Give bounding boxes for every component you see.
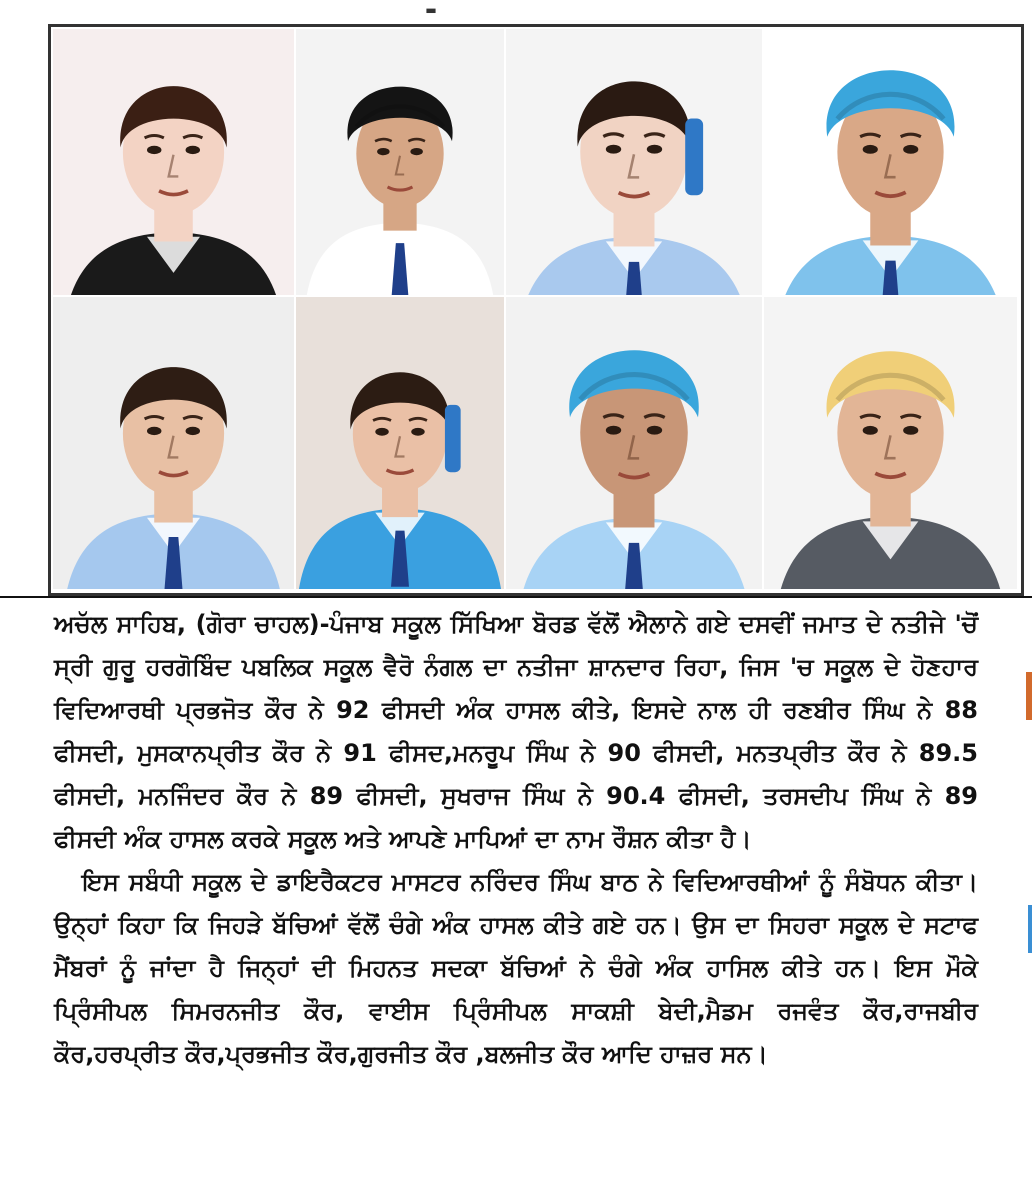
student-photos-grid: [53, 29, 1019, 591]
adjacent-clipping-edge: [1026, 672, 1032, 720]
portrait-image: [53, 29, 294, 295]
news-article: [54, 603, 978, 1173]
portrait-image: [53, 297, 294, 589]
student-photo-2: [296, 29, 506, 297]
student-photo-6: [296, 297, 506, 591]
portrait-image: [764, 297, 1017, 589]
student-photo-5: [53, 297, 296, 591]
student-photo-8: [764, 297, 1019, 591]
portrait-image: [764, 29, 1017, 295]
clipping-cut-line: [0, 596, 1032, 598]
student-photos-panel: [48, 24, 1024, 596]
article-paragraph-1-body: (ਗੋਰਾ ਚਾਹਲ)-ਪੰਜਾਬ ਸਕੂਲ ਸਿੱਖਿਆ ਬੋਰਡ ਵੱਲੋਂ ਐਲਾਨੇ ਗਏ ਦਸਵੀਂ ਜਮਾਤ ਦੇ ਨਤੀਜੇ 'ਚੋਂ ਸ੍ਰੀ ਗੁਰੂ ਹਰਗੋਬਿੰਦ ਪਬਲਿਕ ਸਕੂਲ ਵੈਰੋ ਨੰਗਲ ਦਾ ਨਤੀਜਾ ਸ਼ਾਨਦਾਰ ਰਿਹਾ, ਜਿਸ 'ਚ ਸਕੂਲ ਦੇ ਹੋਣਹਾਰ ਵਿਦਿਆਰਥੀ ਪ੍ਰਭਜੋਤ ਕੌਰ ਨੇ 92 ਫੀਸਦੀ ਅੰਕ ਹਾਸਲ ਕੀਤੇ, ਇਸਦੇ ਨਾਲ ਹੀ ਰਣਬੀਰ ਸਿੰਘ ਨੇ 88 ਫੀਸਦੀ, ਮੁਸਕਾਨਪ੍ਰੀਤ ਕੌਰ ਨੇ 91 ਫੀਸਦ,ਮਨਰੂਪ ਸਿੰਘ ਨੇ 90 ਫੀਸਦੀ, ਮਨਤਪ੍ਰੀਤ ਕੌਰ ਨੇ 89.5 ਫੀਸਦੀ, ਮਨਜਿੰਦਰ ਕੌਰ ਨੇ 89 ਫੀਸਦੀ, ਸੁਖਰਾਜ ਸਿੰਘ ਨੇ 90.4 ਫੀਸਦੀ, ਤਰਸਦੀਪ ਸਿੰਘ ਨੇ 89 ਫੀਸਦੀ ਅੰਕ ਹਾਸਲ ਕਰਕੇ ਸਕੂਲ ਅਤੇ ਆਪਣੇ ਮਾਪਿਆਂ ਦਾ ਨਾਮ ਰੌਸ਼ਨ ਕੀਤਾ ਹੈ।: [54, 610, 978, 853]
portrait-image: [506, 29, 762, 295]
student-photo-7: [506, 297, 764, 591]
portrait-image: [296, 297, 504, 589]
page-fold-mark: ▬: [425, 3, 437, 17]
dateline-place: ਅਚੱਲ ਸਾਹਿਬ,: [54, 610, 187, 638]
portrait-image: [506, 297, 762, 589]
student-photo-1: [53, 29, 296, 297]
student-photo-4: [764, 29, 1019, 297]
portrait-image: [296, 29, 504, 295]
adjacent-clipping-edge-blue: [1028, 905, 1032, 953]
student-photo-3: [506, 29, 764, 297]
article-paragraph-2: ਇਸ ਸਬੰਧੀ ਸਕੂਲ ਦੇ ਡਾਇਰੈਕਟਰ ਮਾਸਟਰ ਨਰਿੰਦਰ ਸਿੰਘ ਬਾਠ ਨੇ ਵਿਦਿਆਰਥੀਆਂ ਨੂੰ ਸੰਬੋਧਨ ਕੀਤਾ। ਉਨ੍ਹਾਂ ਕਿਹਾ ਕਿ ਜਿਹੜੇ ਬੱਚਿਆਂ ਵੱਲੋਂ ਚੰਗੇ ਅੰਕ ਹਾਸਲ ਕੀਤੇ ਗਏ ਹਨ। ਉਸ ਦਾ ਸਿਹਰਾ ਸਕੂਲ ਦੇ ਸਟਾਫ ਮੈਂਬਰਾਂ ਨੂੰ ਜਾਂਦਾ ਹੈ ਜਿਨ੍ਹਾਂ ਦੀ ਮਿਹਨਤ ਸਦਕਾ ਬੱਚਿਆਂ ਨੇ ਚੰਗੇ ਅੰਕ ਹਾਸਿਲ ਕੀਤੇ ਹਨ। ਇਸ ਮੌਕੇ ਪ੍ਰਿੰਸੀਪਲ ਸਿਮਰਨਜੀਤ ਕੌਰ, ਵਾਈਸ ਪ੍ਰਿੰਸੀਪਲ ਸਾਕਸ਼ੀ ਬੇਦੀ,ਮੈਡਮ ਰਜਵੰਤ ਕੌਰ,ਰਾਜਬੀਰ ਕੌਰ,ਹਰਪ੍ਰੀਤ ਕੌਰ,ਪ੍ਰਭਜੀਤ ਕੌਰ,ਗੁਰਜੀਤ ਕੌਰ ,ਬਲਜੀਤ ਕੌਰ ਆਦਿ ਹਾਜ਼ਰ ਸਨ।: [54, 868, 978, 1068]
article-paragraph-1: [54, 603, 978, 861]
